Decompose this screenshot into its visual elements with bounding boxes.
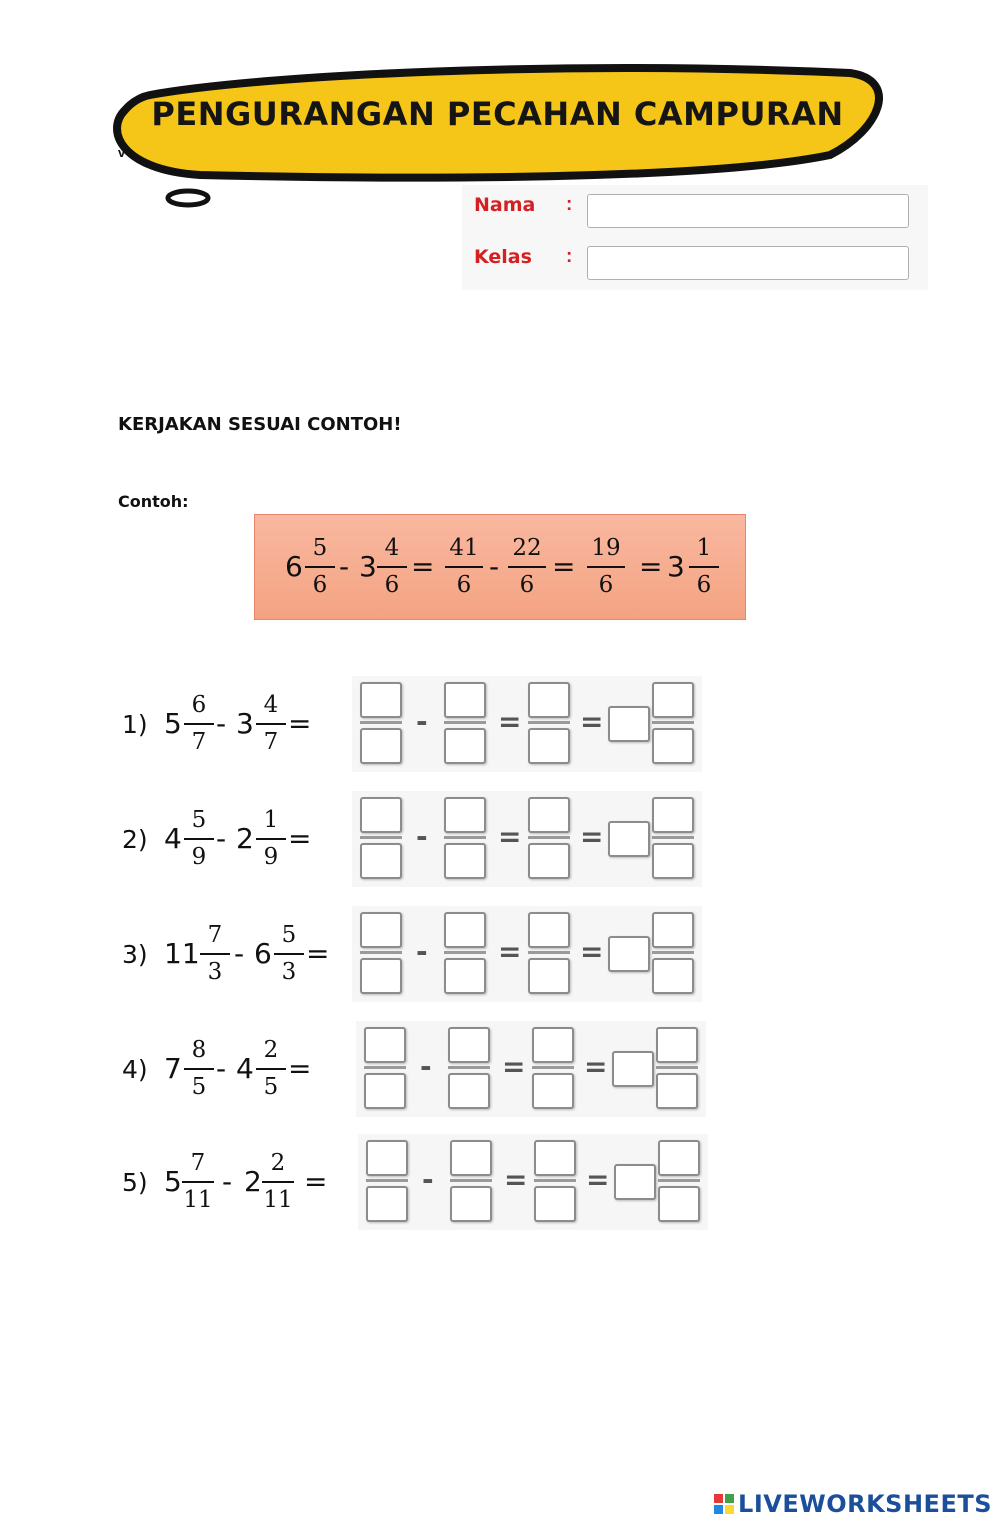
fraction-bar bbox=[360, 721, 402, 724]
class-label: Kelas bbox=[474, 246, 532, 268]
answer-minus: - bbox=[416, 705, 428, 738]
answer-num-1[interactable] bbox=[364, 1027, 406, 1063]
example-equals-1: = bbox=[411, 550, 435, 583]
answer-den-3[interactable] bbox=[528, 958, 570, 994]
problem-fraction-2: 1 9 bbox=[254, 809, 288, 872]
answer-den-3[interactable] bbox=[532, 1073, 574, 1109]
answer-num-3[interactable] bbox=[528, 682, 570, 718]
problem-equals: = bbox=[306, 937, 330, 970]
answer-den-1[interactable] bbox=[360, 728, 402, 764]
problem-fraction-2: 4 7 bbox=[254, 694, 288, 757]
problem-whole-1: 11 bbox=[164, 937, 200, 970]
fraction-bar bbox=[528, 836, 570, 839]
answer-den-2[interactable] bbox=[448, 1073, 490, 1109]
problem-fraction-2: 2 11 bbox=[263, 1150, 293, 1213]
fraction-bar bbox=[658, 1179, 700, 1182]
class-colon: : bbox=[566, 246, 573, 267]
answer-den-4[interactable] bbox=[652, 958, 694, 994]
fraction-bar bbox=[444, 836, 486, 839]
answer-den-1[interactable] bbox=[360, 958, 402, 994]
problem-minus: - bbox=[234, 937, 245, 970]
example-fraction-3: 41 6 bbox=[443, 537, 485, 600]
answer-num-4[interactable] bbox=[652, 797, 694, 833]
name-label: Nama bbox=[474, 194, 536, 216]
example-fraction-2: 4 6 bbox=[375, 537, 409, 600]
problem-label: 4) bbox=[122, 1055, 148, 1084]
answer-num-3[interactable] bbox=[534, 1140, 576, 1176]
problem-fraction-1: 7 11 bbox=[183, 1150, 213, 1213]
problem-minus: - bbox=[216, 707, 227, 740]
problem-whole-2: 2 bbox=[244, 1165, 262, 1198]
problem-whole-1: 4 bbox=[164, 822, 182, 855]
answer-den-4[interactable] bbox=[658, 1186, 700, 1222]
example-whole-2: 3 bbox=[359, 550, 377, 583]
fraction-bar bbox=[444, 951, 486, 954]
answer-minus: - bbox=[416, 935, 428, 968]
fraction-bar bbox=[444, 721, 486, 724]
fraction-bar bbox=[450, 1179, 492, 1182]
problem-equals: = bbox=[288, 1052, 312, 1085]
liveworksheets-logo-icon bbox=[713, 1493, 735, 1515]
problem-label: 1) bbox=[122, 710, 148, 739]
answer-num-4[interactable] bbox=[652, 912, 694, 948]
answer-den-4[interactable] bbox=[656, 1073, 698, 1109]
answer-equals: = bbox=[584, 1050, 608, 1083]
answer-num-4[interactable] bbox=[656, 1027, 698, 1063]
problem-5 bbox=[0, 1134, 1000, 1239]
fraction-bar bbox=[364, 1066, 406, 1069]
answer-equals: = bbox=[502, 1050, 526, 1083]
problem-fraction-2: 2 5 bbox=[254, 1039, 288, 1102]
example-label: Contoh: bbox=[118, 492, 189, 511]
example-fraction-1: 5 6 bbox=[303, 537, 337, 600]
fraction-bar bbox=[366, 1179, 408, 1182]
fraction-bar bbox=[532, 1066, 574, 1069]
example-minus-2: - bbox=[489, 550, 500, 583]
answer-den-1[interactable] bbox=[364, 1073, 406, 1109]
example-equals-3: = bbox=[639, 550, 663, 583]
answer-den-1[interactable] bbox=[366, 1186, 408, 1222]
fraction-bar bbox=[652, 951, 694, 954]
answer-minus: - bbox=[422, 1163, 434, 1196]
answer-num-1[interactable] bbox=[366, 1140, 408, 1176]
problem-4 bbox=[0, 1021, 1000, 1126]
answer-den-2[interactable] bbox=[444, 728, 486, 764]
brand-name: LIVEWORKSHEETS bbox=[738, 1490, 992, 1518]
answer-num-2[interactable] bbox=[444, 797, 486, 833]
answer-equals: = bbox=[580, 935, 604, 968]
problem-equals: = bbox=[288, 822, 312, 855]
example-equals-2: = bbox=[552, 550, 576, 583]
answer-equals: = bbox=[586, 1163, 610, 1196]
answer-equals: = bbox=[498, 705, 522, 738]
answer-whole[interactable] bbox=[608, 706, 650, 742]
problem-fraction-1: 8 5 bbox=[182, 1039, 216, 1102]
answer-equals: = bbox=[580, 705, 604, 738]
student-info-panel bbox=[462, 185, 928, 290]
problem-whole-1: 5 bbox=[164, 707, 182, 740]
answer-equals: = bbox=[504, 1163, 528, 1196]
answer-equals: = bbox=[580, 820, 604, 853]
problem-minus: - bbox=[216, 822, 227, 855]
answer-num-3[interactable] bbox=[532, 1027, 574, 1063]
answer-minus: - bbox=[416, 820, 428, 853]
answer-den-4[interactable] bbox=[652, 728, 694, 764]
banner-mark: v bbox=[118, 145, 126, 160]
answer-den-2[interactable] bbox=[450, 1186, 492, 1222]
example-fraction-4: 22 6 bbox=[506, 537, 548, 600]
liveworksheets-footer bbox=[713, 1489, 992, 1519]
answer-num-3[interactable] bbox=[528, 912, 570, 948]
problem-whole-2: 3 bbox=[236, 707, 254, 740]
answer-whole[interactable] bbox=[608, 936, 650, 972]
problem-equals: = bbox=[288, 707, 312, 740]
problem-equals: = bbox=[304, 1165, 328, 1198]
fraction-bar bbox=[360, 836, 402, 839]
problem-whole-2: 6 bbox=[254, 937, 272, 970]
example-whole-6: 3 bbox=[667, 550, 685, 583]
example-minus-1: - bbox=[339, 550, 350, 583]
example-equation bbox=[254, 514, 746, 620]
answer-den-4[interactable] bbox=[652, 843, 694, 879]
answer-den-1[interactable] bbox=[360, 843, 402, 879]
name-input[interactable] bbox=[587, 194, 909, 228]
problem-label: 5) bbox=[122, 1168, 148, 1197]
problem-fraction-1: 6 7 bbox=[182, 694, 216, 757]
answer-num-2[interactable] bbox=[444, 682, 486, 718]
example-whole-1: 6 bbox=[285, 550, 303, 583]
answer-den-3[interactable] bbox=[528, 843, 570, 879]
fraction-bar bbox=[656, 1066, 698, 1069]
answer-den-2[interactable] bbox=[444, 958, 486, 994]
fraction-bar bbox=[528, 721, 570, 724]
answer-num-3[interactable] bbox=[528, 797, 570, 833]
answer-whole[interactable] bbox=[614, 1164, 656, 1200]
fraction-bar bbox=[360, 951, 402, 954]
problem-fraction-2: 5 3 bbox=[272, 924, 306, 987]
answer-equals: = bbox=[498, 820, 522, 853]
problem-label: 3) bbox=[122, 940, 148, 969]
fraction-bar bbox=[652, 721, 694, 724]
worksheet-title: PENGURANGAN PECAHAN CAMPURAN bbox=[151, 95, 844, 133]
problem-whole-2: 4 bbox=[236, 1052, 254, 1085]
answer-equals: = bbox=[498, 935, 522, 968]
answer-num-4[interactable] bbox=[658, 1140, 700, 1176]
answer-num-2[interactable] bbox=[448, 1027, 490, 1063]
answer-num-4[interactable] bbox=[652, 682, 694, 718]
problem-fraction-1: 5 9 bbox=[182, 809, 216, 872]
answer-panel bbox=[358, 1134, 708, 1230]
answer-num-2[interactable] bbox=[444, 912, 486, 948]
answer-minus: - bbox=[420, 1050, 432, 1083]
name-colon: : bbox=[566, 194, 573, 215]
answer-den-3[interactable] bbox=[528, 728, 570, 764]
problem-3 bbox=[0, 906, 1000, 1011]
problem-2 bbox=[0, 791, 1000, 896]
answer-num-1[interactable] bbox=[360, 797, 402, 833]
fraction-bar bbox=[652, 836, 694, 839]
problem-fraction-1: 7 3 bbox=[198, 924, 232, 987]
problem-label: 2) bbox=[122, 825, 148, 854]
answer-whole[interactable] bbox=[608, 821, 650, 857]
answer-num-2[interactable] bbox=[450, 1140, 492, 1176]
problem-whole-1: 7 bbox=[164, 1052, 182, 1085]
answer-panel bbox=[352, 676, 702, 772]
answer-whole[interactable] bbox=[612, 1051, 654, 1087]
problem-minus: - bbox=[222, 1165, 233, 1198]
fraction-bar bbox=[448, 1066, 490, 1069]
answer-den-2[interactable] bbox=[444, 843, 486, 879]
problem-1 bbox=[0, 676, 1000, 781]
answer-panel bbox=[352, 906, 702, 1002]
problem-whole-1: 5 bbox=[164, 1165, 182, 1198]
answer-panel bbox=[356, 1021, 706, 1117]
answer-num-1[interactable] bbox=[360, 912, 402, 948]
instruction-text: KERJAKAN SESUAI CONTOH! bbox=[118, 414, 402, 435]
example-fraction-5: 19 6 bbox=[585, 537, 627, 600]
example-fraction-6: 1 6 bbox=[687, 537, 721, 600]
problem-whole-2: 2 bbox=[236, 822, 254, 855]
fraction-bar bbox=[528, 951, 570, 954]
problem-minus: - bbox=[216, 1052, 227, 1085]
answer-panel bbox=[352, 791, 702, 887]
class-input[interactable] bbox=[587, 246, 909, 280]
answer-num-1[interactable] bbox=[360, 682, 402, 718]
answer-den-3[interactable] bbox=[534, 1186, 576, 1222]
fraction-bar bbox=[534, 1179, 576, 1182]
